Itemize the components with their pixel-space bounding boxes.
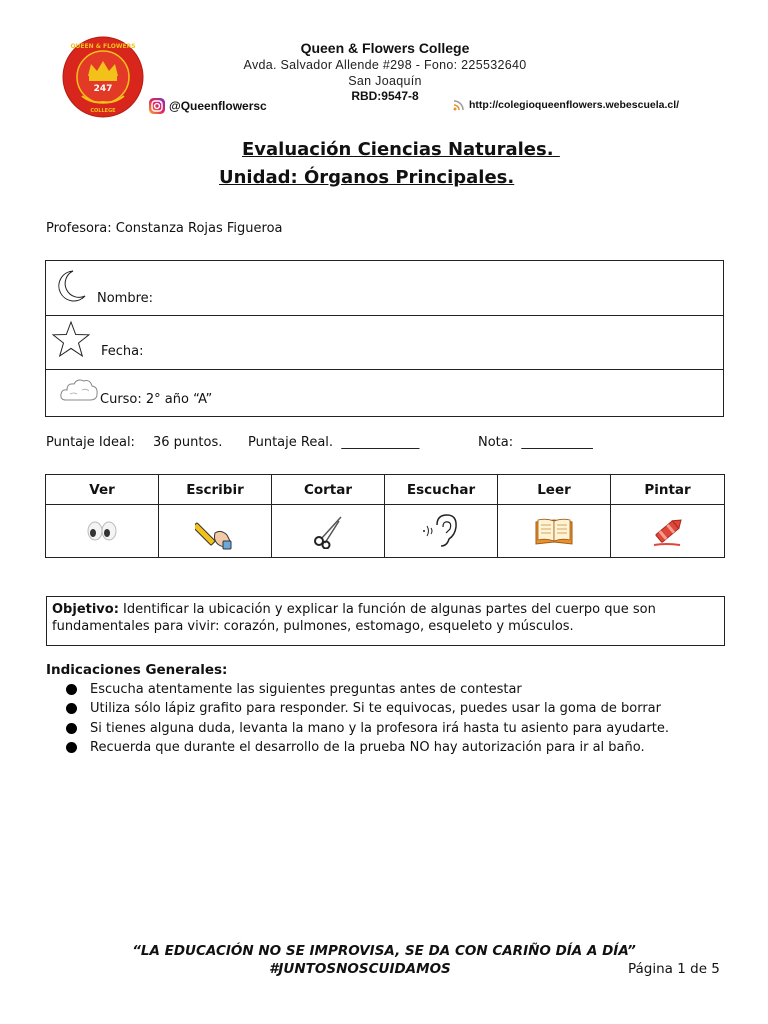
date-row (46, 316, 723, 370)
bullet-icon (66, 684, 77, 695)
bullet-icon (66, 703, 77, 714)
list-item: Si tienes alguna duda, levanta la mano y la profesora irá hasta tu asiento para ayudarte. (66, 719, 669, 738)
ideal-score-label: Puntaje Ideal: (46, 435, 135, 450)
moon-icon (53, 268, 87, 304)
school-logo (62, 36, 144, 118)
open-book-icon (534, 516, 574, 546)
instagram-icon (148, 97, 166, 115)
list-item: Utiliza sólo lápiz grafito para responder. Si te equivocas, puedes usar la goma de borrar (66, 699, 669, 718)
student-info-box (45, 260, 724, 417)
name-label: Nombre: (97, 291, 154, 306)
date-label: Fecha: (101, 344, 144, 359)
cloud-icon (58, 376, 100, 406)
list-item: Recuerda que durante el desarrollo de la prueba NO hay autorización para ir al baño. (66, 738, 669, 757)
action-header: Leer (498, 475, 611, 505)
action-icons-table (45, 474, 725, 558)
real-score-field: Puntaje Real. ____________ (248, 435, 420, 450)
ideal-score-value: 36 puntos. (153, 435, 223, 450)
action-icon-cell (385, 505, 498, 557)
scissors-icon (311, 513, 345, 549)
action-icon-cell (498, 505, 611, 557)
svg-text:QUEEN & FLOWERS: QUEEN & FLOWERS (70, 43, 136, 50)
school-commune: San Joaquín (348, 74, 422, 88)
page-number: Página 1 de 5 (628, 961, 720, 977)
action-icon-cell (611, 505, 724, 557)
bullet-icon (66, 742, 77, 753)
svg-text:COLLEGE: COLLEGE (90, 108, 116, 114)
action-header: Escuchar (385, 475, 498, 505)
action-icon-cell (46, 505, 159, 557)
eyes-icon (85, 519, 119, 543)
svg-text:247: 247 (93, 84, 113, 94)
ear-icon (421, 513, 461, 549)
star-icon (52, 320, 90, 358)
action-header: Escribir (159, 475, 272, 505)
action-header: Cortar (272, 475, 385, 505)
exam-title: Evaluación Ciencias Naturales. (242, 139, 560, 160)
course-label: Curso: 2° año “A” (100, 392, 213, 407)
website-link[interactable]: http://colegioqueenflowers.webescuela.cl/ (453, 99, 679, 111)
teacher-name: Profesora: Constanza Rojas Figueroa (46, 221, 283, 236)
objective-text: Identificar la ubicación y explicar la función de algunas partes del cuerpo que son fundamentales para vivir: corazón, pulmones, estomago, esqueleto y músculos. (52, 602, 656, 634)
instagram-handle: @Queenflowersc (148, 97, 267, 115)
action-header: Pintar (611, 475, 724, 505)
objective-box (46, 596, 725, 646)
footer-quote: “LA EDUCACIÓN NO SE IMPROVISA, SE DA CON CARIÑO DÍA A DÍA” (132, 943, 636, 959)
school-name: Queen & Flowers College (300, 40, 470, 56)
school-address: Avda. Salvador Allende #298 - Fono: 225532640 (243, 58, 527, 72)
objective-label: Objetivo: (52, 602, 119, 617)
action-icon-cell (272, 505, 385, 557)
course-row (46, 370, 723, 416)
grade-field: Nota: ___________ (478, 435, 593, 450)
list-item: Escucha atentamente las siguientes preguntas antes de contestar (66, 680, 669, 699)
rss-icon (453, 99, 465, 111)
unit-title: Unidad: Órganos Principales. (219, 167, 515, 188)
action-header: Ver (46, 475, 159, 505)
bullet-icon (66, 723, 77, 734)
instructions-list (66, 680, 669, 757)
name-row (46, 261, 723, 316)
school-rbd: RBD:9547-8 (351, 89, 419, 103)
writing-hand-icon (195, 511, 235, 551)
footer-hashtag: #JUNTOSNOSCUIDAMOS (269, 961, 451, 977)
action-icon-cell (159, 505, 272, 557)
instructions-title: Indicaciones Generales: (46, 662, 228, 678)
crayon-icon (650, 513, 686, 549)
